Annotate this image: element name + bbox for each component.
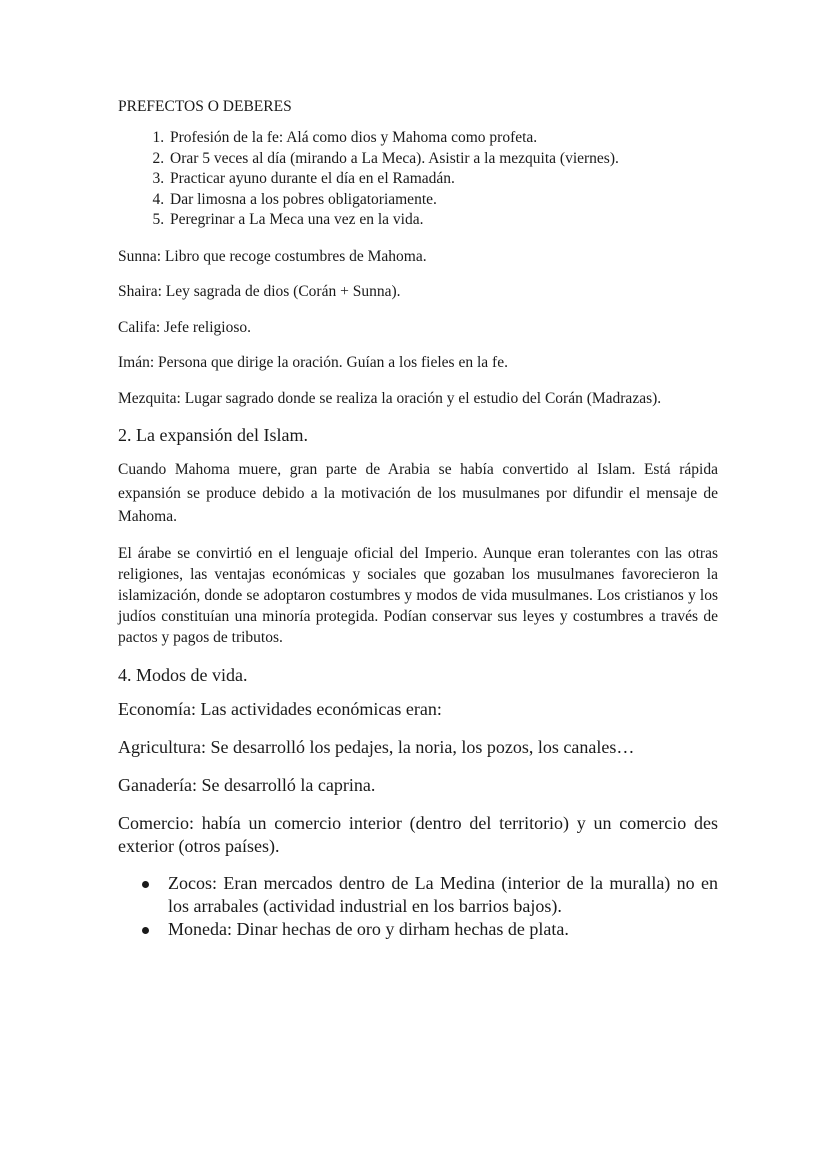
bullet-icon <box>142 881 149 888</box>
expansion-title: 2. La expansión del Islam. <box>118 425 308 445</box>
list-item: 1. Profesión de la fe: Alá como dios y Mahoma como profeta. <box>168 128 718 149</box>
bullet-text: Moneda: Dinar hechas de oro y dirham hechas de plata. <box>168 918 569 939</box>
definition-shaira: Shaira: Ley sagrada de dios (Corán + Sunna). <box>118 283 401 300</box>
precepts-list <box>118 128 718 231</box>
definition-mezquita: Mezquita: Lugar sagrado donde se realiza la oración y el estudio del Corán (Madrazas). <box>118 389 662 407</box>
definition-iman: Imán: Persona que dirige la oración. Guían a los fieles en la fe. <box>118 354 508 371</box>
list-item: 5. Peregrinar a La Meca una vez en la vida. <box>168 210 718 231</box>
agriculture-line: Agricultura: Se desarrolló los pedajes, la noria, los pozos, los canales… <box>118 736 635 757</box>
list-item <box>168 872 718 918</box>
list-item <box>168 918 718 941</box>
livestock-line: Ganadería: Se desarrolló la caprina. <box>118 774 376 795</box>
bullet-icon <box>142 927 149 934</box>
definition-califa: Califa: Jefe religioso. <box>118 318 251 336</box>
bullet-text: Zocos: Eran mercados dentro de La Medina (interior de la muralla) no en los arrabales (actividad industrial en los barrios bajos). <box>168 872 718 916</box>
definition-sunna: Sunna: Libro que recoge costumbres de Mahoma. <box>118 247 427 265</box>
commerce-line: Comercio: había un comercio interior (dentro del territorio) y un comercio des exterior (otros países). <box>118 812 718 856</box>
precepts-title: PREFECTOS O DEBERES <box>118 98 292 115</box>
lifestyle-title: 4. Modos de vida. <box>118 664 248 685</box>
expansion-paragraph: El árabe se convirtió en el lenguaje oficial del Imperio. Aunque eran tolerantes con las otras religiones, las ventajas económicas y sociales que gozaban los musulmanes favorecieron la islamización, donde se adoptaron costumbres y modos de vida musulmanes. Los cristianos y los judíos constituían una minoría protegida. Podían conservar sus leyes y costumbres a través de pactos y pagos de tributos. <box>118 544 718 646</box>
commerce-bullets <box>118 872 718 941</box>
list-item: 3. Practicar ayuno durante el día en el Ramadán. <box>168 169 718 190</box>
expansion-paragraph: Cuando Mahoma muere, gran parte de Arabia se había convertido al Islam. Está rápida expansión se produce debido a la motivación de los musulmanes por difundir el mensaje de Mahoma. <box>118 461 718 525</box>
list-item: 4. Dar limosna a los pobres obligatoriamente. <box>168 190 718 211</box>
economy-line: Economía: Las actividades económicas eran: <box>118 698 442 719</box>
list-item: 2. Orar 5 veces al día (mirando a La Meca). Asistir a la mezquita (viernes). <box>168 149 718 170</box>
